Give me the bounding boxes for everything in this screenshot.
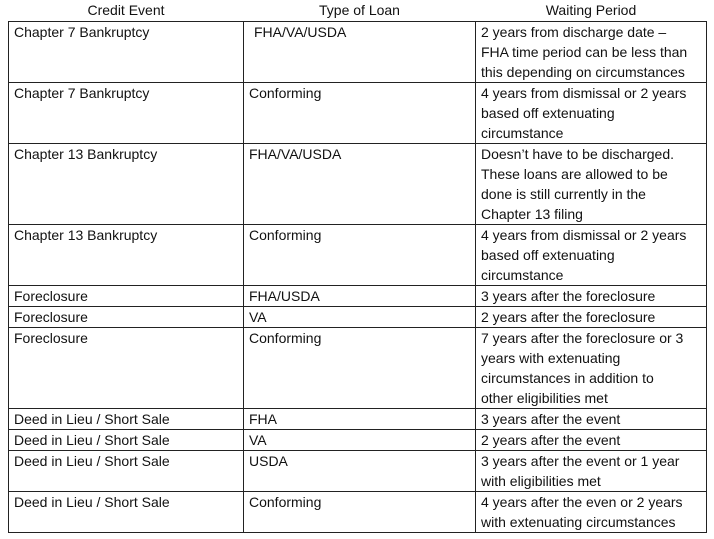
cell-credit-event: Chapter 7 Bankruptcy bbox=[9, 22, 244, 83]
waiting-line: based off extenuating bbox=[481, 105, 615, 121]
cell-loan-type: Conforming bbox=[244, 225, 476, 286]
cell-credit-event: Chapter 13 Bankruptcy bbox=[9, 225, 244, 286]
waiting-line: 3 years after the event or 1 year bbox=[481, 453, 680, 469]
table-row bbox=[9, 307, 707, 328]
cell-waiting-period bbox=[476, 286, 707, 307]
cell-waiting-period bbox=[476, 409, 707, 430]
waiting-line: 3 years after the foreclosure bbox=[481, 288, 656, 304]
cell-loan-type: FHA/VA/USDA bbox=[244, 22, 476, 83]
cell-waiting-period bbox=[476, 492, 707, 533]
cell-credit-event: Deed in Lieu / Short Sale bbox=[9, 430, 244, 451]
waiting-line: circumstance bbox=[481, 267, 564, 283]
table-row bbox=[9, 286, 707, 307]
cell-waiting-period bbox=[476, 451, 707, 492]
cell-waiting-period bbox=[476, 22, 707, 83]
cell-waiting-period bbox=[476, 328, 707, 409]
cell-waiting-period bbox=[476, 430, 707, 451]
cell-waiting-period bbox=[476, 144, 707, 225]
table-row bbox=[9, 430, 707, 451]
table-row bbox=[9, 492, 707, 533]
header-type-of-loan: Type of Loan bbox=[319, 2, 400, 18]
waiting-line: 2 years after the event bbox=[481, 432, 621, 448]
waiting-line: done is still currently in the bbox=[481, 186, 646, 202]
waiting-line: based off extenuating bbox=[481, 247, 615, 263]
waiting-line: FHA time period can be less than bbox=[481, 44, 688, 60]
waiting-line: These loans are allowed to be bbox=[481, 166, 668, 182]
cell-loan-type: Conforming bbox=[244, 492, 476, 533]
cell-waiting-period bbox=[476, 225, 707, 286]
waiting-line: 2 years after the foreclosure bbox=[481, 309, 656, 325]
cell-loan-type: Conforming bbox=[244, 83, 476, 144]
cell-credit-event: Foreclosure bbox=[9, 328, 244, 409]
waiting-line: this depending on circumstances bbox=[481, 64, 685, 80]
cell-loan-type: VA bbox=[244, 307, 476, 328]
waiting-line: 2 years from discharge date – bbox=[481, 24, 667, 40]
table-row bbox=[9, 451, 707, 492]
header-credit-event: Credit Event bbox=[87, 2, 165, 18]
cell-waiting-period bbox=[476, 83, 707, 144]
cell-loan-type: FHA/USDA bbox=[244, 286, 476, 307]
cell-credit-event: Deed in Lieu / Short Sale bbox=[9, 492, 244, 533]
waiting-line: 7 years after the foreclosure or 3 bbox=[481, 330, 684, 346]
waiting-line: 4 years from dismissal or 2 years bbox=[481, 85, 687, 101]
cell-loan-type: FHA/VA/USDA bbox=[244, 144, 476, 225]
header-waiting-period: Waiting Period bbox=[545, 2, 637, 18]
waiting-line: other eligibilities met bbox=[481, 390, 608, 406]
waiting-line: circumstance bbox=[481, 125, 564, 141]
table-row bbox=[9, 22, 707, 83]
waiting-line: Doesn’t have to be discharged. bbox=[481, 146, 675, 162]
table-row bbox=[9, 328, 707, 409]
table-row bbox=[9, 409, 707, 430]
waiting-line: with eligibilities met bbox=[481, 473, 601, 489]
cell-credit-event: Chapter 13 Bankruptcy bbox=[9, 144, 244, 225]
cell-loan-type: FHA bbox=[244, 409, 476, 430]
cell-loan-type: VA bbox=[244, 430, 476, 451]
waiting-line: 4 years from dismissal or 2 years bbox=[481, 227, 687, 243]
credit-event-table bbox=[8, 0, 707, 533]
waiting-line: Chapter 13 filing bbox=[481, 206, 583, 222]
table-header-row bbox=[9, 0, 707, 22]
cell-credit-event: Foreclosure bbox=[9, 307, 244, 328]
cell-credit-event: Deed in Lieu / Short Sale bbox=[9, 451, 244, 492]
waiting-line: years with extenuating bbox=[481, 350, 621, 366]
waiting-line: 4 years after the even or 2 years bbox=[481, 494, 683, 510]
waiting-line: with extenuating circumstances bbox=[481, 514, 676, 530]
table-row bbox=[9, 144, 707, 225]
cell-loan-type: Conforming bbox=[244, 328, 476, 409]
cell-credit-event: Chapter 7 Bankruptcy bbox=[9, 83, 244, 144]
table-row bbox=[9, 225, 707, 286]
cell-loan-type: USDA bbox=[244, 451, 476, 492]
cell-waiting-period bbox=[476, 307, 707, 328]
waiting-line: 3 years after the event bbox=[481, 411, 621, 427]
table-body bbox=[9, 22, 707, 533]
cell-credit-event: Foreclosure bbox=[9, 286, 244, 307]
table-row bbox=[9, 83, 707, 144]
cell-credit-event: Deed in Lieu / Short Sale bbox=[9, 409, 244, 430]
waiting-line: circumstances in addition to bbox=[481, 370, 654, 386]
